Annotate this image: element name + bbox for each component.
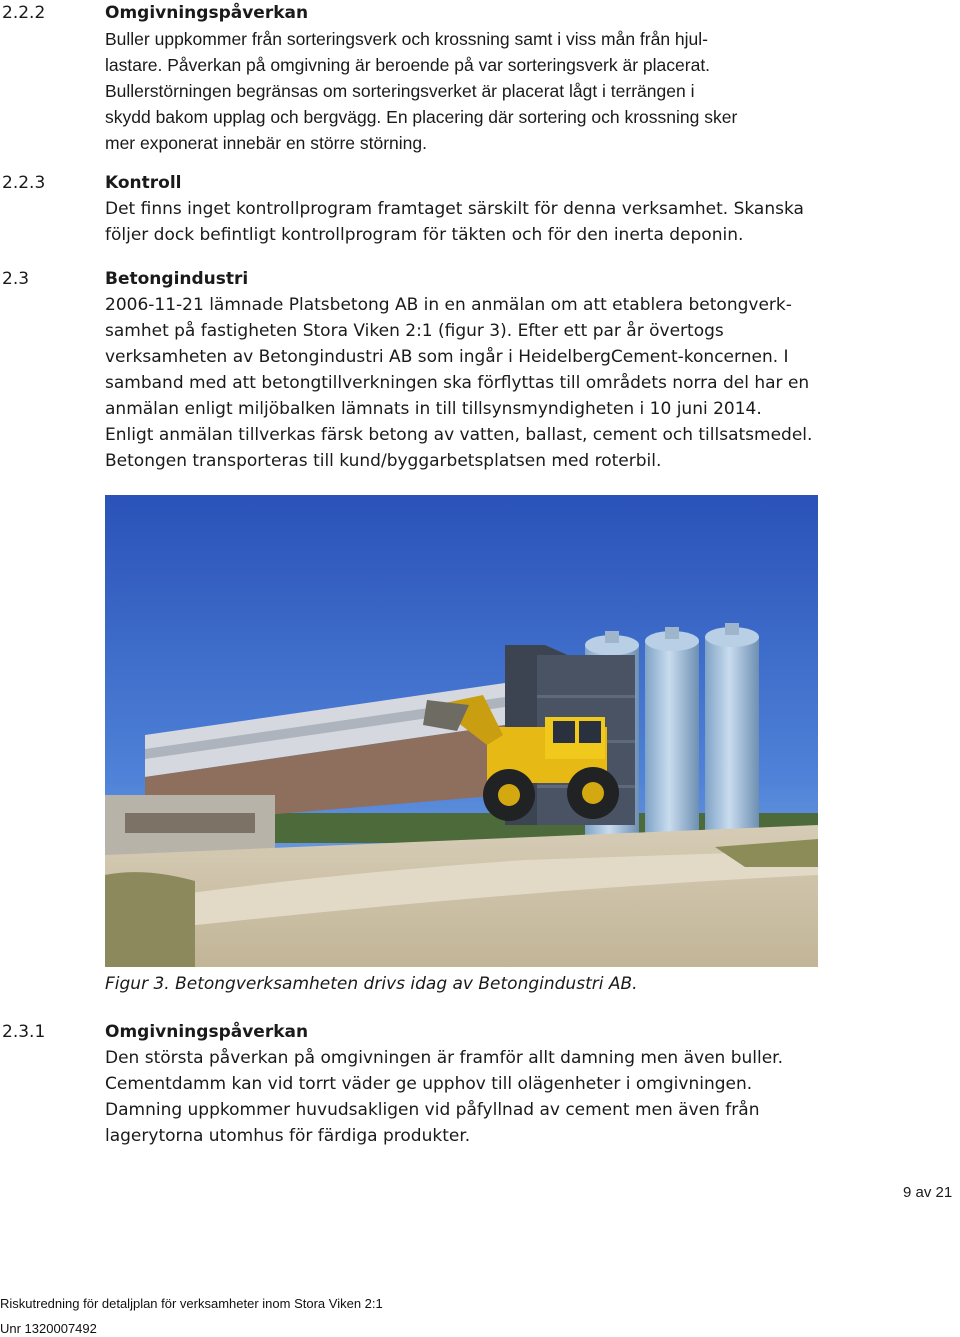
paragraph-line: Det finns inget kontrollprogram framtaget särskilt för denna verksamhet. Skanska (105, 199, 804, 219)
paragraph-line: Betongen transporteras till kund/byggarbetsplatsen med roterbil. (105, 451, 662, 471)
paragraph-line: samhet på fastigheten Stora Viken 2:1 (figur 3). Efter ett par år övertogs (105, 321, 724, 341)
paragraph-line: verksamheten av Betongindustri AB som ingår i HeidelbergCement-koncernen. I (105, 347, 789, 367)
section-number: 2.2.2 (2, 3, 46, 23)
footer-title: Riskutredning för detaljplan för verksamheter inom Stora Viken 2:1 (0, 1296, 383, 1311)
section-number: 2.3.1 (2, 1022, 46, 1042)
section-body (105, 0, 845, 156)
paragraph-line: Buller uppkommer från sorteringsverk och krossning samt i viss mån från hjul- (105, 29, 708, 49)
figure-caption: Figur 3. Betongverksamheten drivs idag av Betongindustri AB. (105, 974, 638, 994)
paragraph-line: Den största påverkan på omgivningen är framför allt damning men även buller. (105, 1048, 784, 1068)
paragraph-line: Cementdamm kan vid torrt väder ge upphov till olägenheter i omgivningen. (105, 1074, 753, 1094)
paragraph-line: skydd bakom upplag och bergvägg. En placering där sortering och krossning sker (105, 107, 738, 127)
section-heading: Omgivningspåverkan (105, 1022, 309, 1042)
section-number: 2.2.3 (2, 173, 46, 193)
section-heading: Betongindustri (105, 269, 249, 289)
page-number: 9 av 21 (903, 1184, 953, 1201)
paragraph-line: samband med att betongtillverkningen ska förflyttas till områdets norra del har en (105, 373, 810, 393)
section-body (105, 170, 845, 248)
section-heading: Omgivningspåverkan (105, 3, 309, 23)
paragraph-line: Damning uppkommer huvudsakligen vid påfyllnad av cement men även från (105, 1100, 760, 1120)
section-number: 2.3 (2, 269, 30, 289)
footer-doc-number: Unr 1320007492 (0, 1321, 97, 1336)
paragraph-line: 2006-11-21 lämnade Platsbetong AB in en anmälan om att etablera betongverk- (105, 295, 792, 315)
section-body (105, 266, 845, 474)
paragraph-line: Bullerstörningen begränsas om sorteringsverket är placerat lågt i terrängen i (105, 81, 695, 101)
section-heading: Kontroll (105, 173, 182, 193)
paragraph-line: anmälan enligt miljöbalken lämnats in till tillsynsmyndigheten i 10 juni 2014. (105, 399, 762, 419)
paragraph-line: följer dock befintligt kontrollprogram för täkten och för den inerta deponin. (105, 225, 744, 245)
figure-photo (105, 495, 818, 967)
paragraph-line: lastare. Påverkan på omgivning är beroende på var sorteringsverk är placerat. (105, 55, 711, 75)
section-body (105, 1019, 845, 1149)
paragraph-line: Enligt anmälan tillverkas färsk betong av vatten, ballast, cement och tillsatsmedel. (105, 425, 813, 445)
paragraph-line: lagerytorna utomhus för färdiga produkter. (105, 1126, 471, 1146)
paragraph-line: mer exponerat innebär en större störning. (105, 133, 427, 153)
